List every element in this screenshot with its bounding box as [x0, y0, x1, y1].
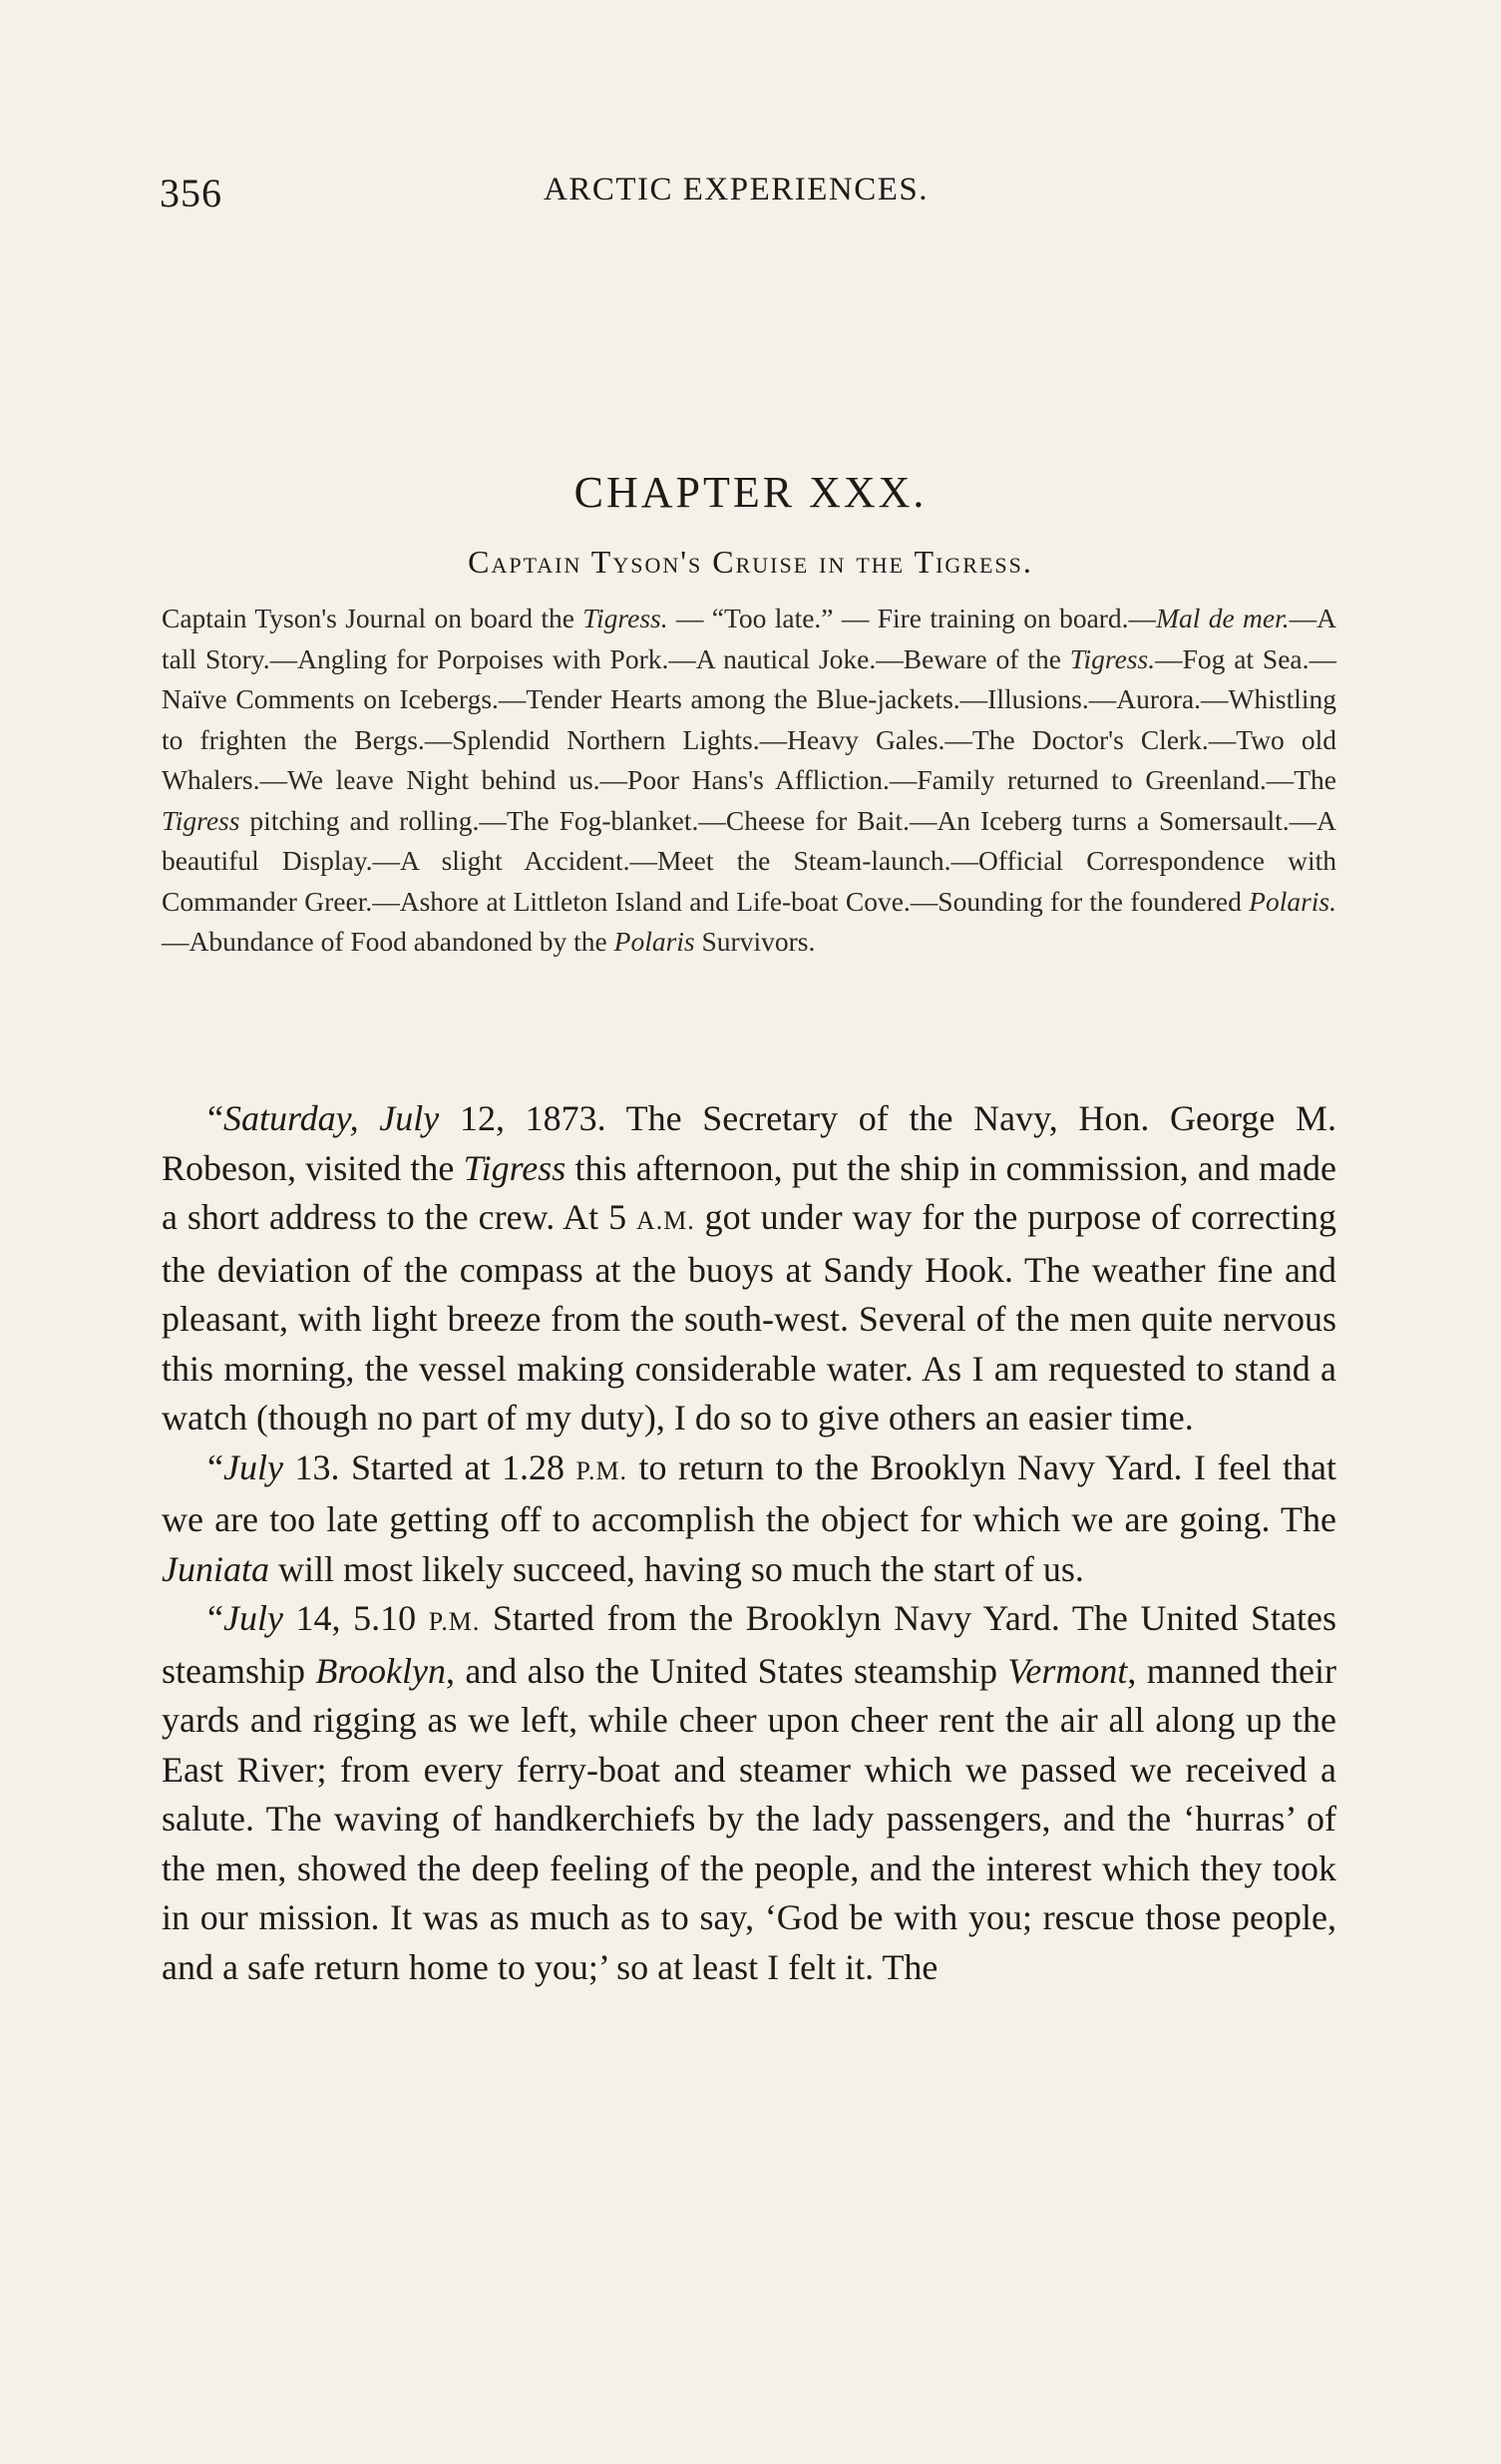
italic-text: July — [222, 1598, 283, 1638]
italic-text: Tigress. — [582, 603, 668, 633]
body-paragraph — [162, 1094, 1336, 1443]
body-paragraph — [162, 1443, 1336, 1595]
text-run: —Abundance of Food abandoned by the — [162, 926, 614, 957]
italic-text: Saturday, July — [222, 1098, 440, 1138]
italic-text: Tigress — [162, 804, 240, 836]
italic-text: Polaris — [613, 926, 695, 957]
text-run: 14, 5.10 — [282, 1598, 429, 1638]
chapter-title: CHAPTER XXX. — [573, 468, 928, 517]
time-abbreviation: P.M. — [575, 1455, 627, 1485]
text-run: pitching and rolling.—The Fog-blanket.—Cheese for Bait.—An Iceberg turns a Somersault.—A beautiful Display.—A slight Accident.—Meet the Steam-launch.—Official Correspondence with Commander Greer.—Ashore at Littleton Island and Life-boat Cove.—Sounding for the foundered — [162, 804, 1336, 917]
text-run: , and also the United States steamship — [445, 1650, 1008, 1691]
body-paragraph — [162, 1594, 1336, 1992]
time-abbreviation: P.M. — [428, 1607, 481, 1636]
italic-text: Tigress — [463, 1147, 566, 1188]
italic-text: Vermont — [1007, 1650, 1128, 1691]
text-run: — “Too late.” — Fire training on board.— — [667, 603, 1157, 633]
italic-text: July — [222, 1446, 283, 1487]
text-run: got under way for the purpose of correcting the deviation of the compass at the buoys at Sandy Hook. The weather fine and pleasant, with light breeze from the south-west. Several of the men quite nervous this morning, the vessel making considerable water. As I am requested to stand a watch (though no part of my duty), I do so to give others an easier time. — [162, 1197, 1336, 1437]
italic-text: Juniata — [162, 1548, 269, 1589]
text-run: , manned their yards and rigging as we left, while cheer upon cheer rent the air all along up the East River; from every ferry-boat and steamer which we passed we received a salute. The waving of handkerchiefs by the lady passengers, and the ‘hurras’ of the men, showed the deep feeling of the people, and the interest which they took in our mission. It was as much as to say, ‘God be with you; rescue those people, and a safe return home to you;’ so at least I felt it. The — [162, 1650, 1336, 1987]
italic-text: Brooklyn — [315, 1650, 446, 1691]
text-run: “ — [207, 1446, 223, 1487]
text-run: Captain Tyson's Journal on board the — [162, 603, 583, 633]
text-run: will most likely succeed, having so much the start of us. — [268, 1548, 1084, 1589]
text-run: this afternoon, put the ship in commission, and made a short address to the crew. At 5 — [162, 1147, 1336, 1237]
text-run: Survivors. — [694, 926, 816, 957]
italic-text: Polaris. — [1249, 885, 1336, 917]
page-number: 356 — [160, 171, 222, 215]
chapter-subtitle: Captain Tyson's Cruise in the Tigress. — [468, 544, 1033, 580]
text-run: —A tall Story.—Angling for Porpoises with Pork.—A nautical Joke.—Beware of the — [162, 603, 1336, 674]
journal-text — [162, 1094, 1336, 1992]
text-run: Started from the Brooklyn Navy Yard. The United States steamship — [162, 1598, 1336, 1691]
text-run: to return to the Brooklyn Navy Yard. I feel that we are too late getting off to accomplish the object for which we are going. The — [162, 1446, 1336, 1539]
text-run: 12, 1873. The Secretary of the Navy, Hon. George M. Robeson, visited the — [162, 1098, 1336, 1188]
text-run: 13. Started at 1.28 — [282, 1446, 576, 1487]
running-title: ARCTIC EXPERIENCES. — [544, 172, 930, 207]
time-abbreviation: A.M. — [636, 1206, 695, 1235]
running-head — [160, 170, 1336, 229]
italic-text: Mal de mer. — [1156, 603, 1290, 633]
italic-text: Tigress. — [1069, 642, 1156, 674]
synopsis-paragraph — [162, 599, 1336, 963]
text-run: “ — [207, 1098, 223, 1138]
text-run: —Fog at Sea.—Naïve Comments on Icebergs.—Tender Hearts among the Blue-jackets.—Illusions.—Aurora.—Whistling to frighten the Bergs.—Splendid Northern Lights.—Heavy Gales.—The Doctor's Clerk.—Two old Whalers.—We leave Night behind us.—Poor Hans's Affliction.—Family returned to Greenland.—The — [162, 642, 1336, 795]
chapter-synopsis — [162, 599, 1336, 963]
text-run: “ — [207, 1598, 223, 1638]
